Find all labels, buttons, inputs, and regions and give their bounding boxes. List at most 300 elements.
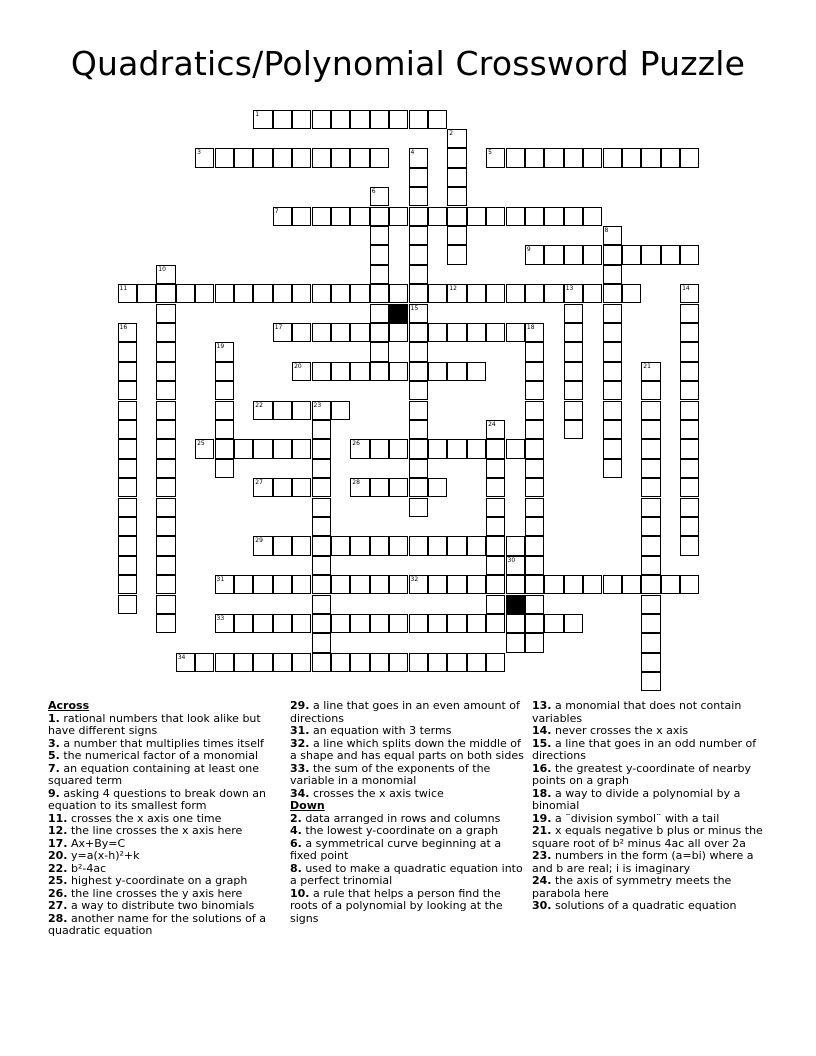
grid-cell[interactable] — [680, 148, 699, 167]
grid-cell[interactable] — [525, 381, 544, 400]
grid-cell[interactable] — [409, 207, 428, 226]
grid-cell[interactable] — [331, 614, 350, 633]
grid-cell[interactable] — [331, 653, 350, 672]
grid-cell[interactable] — [312, 439, 331, 458]
grid-cell[interactable] — [350, 653, 369, 672]
grid-cell[interactable] — [525, 401, 544, 420]
grid-cell[interactable] — [156, 304, 175, 323]
grid-cell[interactable] — [156, 517, 175, 536]
grid-cell[interactable] — [447, 168, 466, 187]
grid-cell[interactable] — [641, 556, 660, 575]
grid-cell[interactable] — [409, 439, 428, 458]
grid-cell[interactable] — [156, 381, 175, 400]
grid-cell[interactable] — [156, 575, 175, 594]
grid-cell[interactable] — [428, 653, 447, 672]
grid-cell[interactable] — [156, 284, 175, 303]
grid-cell[interactable] — [486, 323, 505, 342]
grid-cell[interactable] — [428, 478, 447, 497]
grid-cell[interactable] — [447, 653, 466, 672]
grid-cell[interactable] — [525, 575, 544, 594]
grid-cell[interactable] — [525, 556, 544, 575]
grid-cell[interactable] — [680, 362, 699, 381]
grid-cell[interactable] — [195, 653, 214, 672]
grid-cell[interactable] — [506, 148, 525, 167]
grid-cell[interactable] — [370, 207, 389, 226]
grid-cell[interactable] — [680, 401, 699, 420]
grid-cell[interactable] — [118, 284, 137, 303]
grid-cell[interactable] — [273, 653, 292, 672]
grid-cell[interactable] — [467, 536, 486, 555]
grid-cell[interactable] — [467, 362, 486, 381]
grid-cell[interactable] — [118, 498, 137, 517]
grid-cell[interactable] — [409, 459, 428, 478]
grid-cell[interactable] — [467, 653, 486, 672]
grid-cell[interactable] — [312, 323, 331, 342]
grid-cell[interactable] — [447, 614, 466, 633]
grid-cell[interactable] — [428, 575, 447, 594]
grid-cell[interactable] — [312, 401, 331, 420]
grid-cell[interactable] — [331, 362, 350, 381]
grid-cell[interactable] — [253, 653, 272, 672]
grid-cell[interactable] — [564, 323, 583, 342]
grid-cell[interactable] — [292, 614, 311, 633]
grid-cell[interactable] — [622, 284, 641, 303]
grid-cell[interactable] — [641, 536, 660, 555]
grid-cell[interactable] — [525, 517, 544, 536]
grid-cell[interactable] — [312, 498, 331, 517]
grid-cell[interactable] — [409, 168, 428, 187]
grid-cell[interactable] — [544, 207, 563, 226]
grid-cell[interactable] — [641, 381, 660, 400]
grid-cell[interactable] — [195, 284, 214, 303]
grid-cell[interactable] — [467, 323, 486, 342]
grid-cell[interactable] — [292, 323, 311, 342]
grid-cell[interactable] — [292, 148, 311, 167]
grid-cell[interactable] — [331, 148, 350, 167]
grid-cell[interactable] — [350, 110, 369, 129]
grid-cell[interactable] — [641, 672, 660, 691]
grid-cell[interactable] — [273, 439, 292, 458]
grid-cell[interactable] — [156, 265, 175, 284]
grid-cell[interactable] — [564, 614, 583, 633]
grid-cell[interactable] — [409, 323, 428, 342]
grid-cell[interactable] — [525, 439, 544, 458]
grid-cell[interactable] — [389, 110, 408, 129]
grid-cell[interactable] — [603, 323, 622, 342]
grid-cell[interactable] — [428, 323, 447, 342]
grid-cell[interactable] — [292, 362, 311, 381]
grid-cell[interactable] — [312, 575, 331, 594]
grid-cell[interactable] — [312, 556, 331, 575]
grid-cell[interactable] — [215, 342, 234, 361]
grid-cell[interactable] — [273, 536, 292, 555]
grid-cell[interactable] — [215, 439, 234, 458]
grid-cell[interactable] — [680, 245, 699, 264]
grid-cell[interactable] — [234, 284, 253, 303]
grid-cell[interactable] — [409, 284, 428, 303]
grid-cell[interactable] — [467, 614, 486, 633]
grid-cell[interactable] — [312, 284, 331, 303]
grid-cell[interactable] — [156, 342, 175, 361]
grid-cell[interactable] — [544, 614, 563, 633]
grid-cell[interactable] — [331, 536, 350, 555]
grid-cell[interactable] — [118, 420, 137, 439]
grid-cell[interactable] — [603, 245, 622, 264]
grid-cell[interactable] — [544, 148, 563, 167]
grid-cell[interactable] — [680, 304, 699, 323]
grid-cell[interactable] — [215, 575, 234, 594]
grid-cell[interactable] — [680, 498, 699, 517]
grid-cell[interactable] — [447, 362, 466, 381]
grid-cell[interactable] — [331, 323, 350, 342]
grid-cell[interactable] — [641, 148, 660, 167]
grid-cell[interactable] — [118, 401, 137, 420]
grid-cell[interactable] — [292, 575, 311, 594]
grid-cell[interactable] — [312, 517, 331, 536]
grid-cell[interactable] — [156, 498, 175, 517]
grid-cell[interactable] — [428, 536, 447, 555]
grid-cell[interactable] — [603, 381, 622, 400]
grid-cell[interactable] — [409, 478, 428, 497]
grid-cell[interactable] — [312, 148, 331, 167]
grid-cell[interactable] — [253, 575, 272, 594]
grid-cell[interactable] — [409, 265, 428, 284]
grid-cell[interactable] — [389, 653, 408, 672]
grid-cell[interactable] — [680, 536, 699, 555]
grid-cell[interactable] — [195, 148, 214, 167]
grid-cell[interactable] — [118, 575, 137, 594]
grid-cell[interactable] — [641, 478, 660, 497]
grid-cell[interactable] — [680, 342, 699, 361]
grid-cell[interactable] — [215, 362, 234, 381]
grid-cell[interactable] — [506, 614, 525, 633]
grid-cell[interactable] — [486, 536, 505, 555]
grid-cell[interactable] — [253, 614, 272, 633]
grid-cell[interactable] — [370, 439, 389, 458]
grid-cell[interactable] — [506, 556, 525, 575]
grid-cell[interactable] — [603, 362, 622, 381]
grid-cell[interactable] — [680, 381, 699, 400]
grid-cell[interactable] — [370, 226, 389, 245]
grid-cell[interactable] — [370, 614, 389, 633]
grid-cell[interactable] — [273, 110, 292, 129]
grid-cell[interactable] — [447, 148, 466, 167]
grid-cell[interactable] — [409, 498, 428, 517]
grid-cell[interactable] — [312, 110, 331, 129]
grid-cell[interactable] — [370, 265, 389, 284]
grid-cell[interactable] — [486, 148, 505, 167]
grid-cell[interactable] — [641, 575, 660, 594]
grid-cell[interactable] — [234, 575, 253, 594]
grid-cell[interactable] — [680, 420, 699, 439]
grid-cell[interactable] — [312, 459, 331, 478]
grid-cell[interactable] — [137, 284, 156, 303]
grid-cell[interactable] — [641, 439, 660, 458]
grid-cell[interactable] — [486, 575, 505, 594]
grid-cell[interactable] — [525, 478, 544, 497]
grid-cell[interactable] — [409, 148, 428, 167]
grid-cell[interactable] — [195, 439, 214, 458]
grid-cell[interactable] — [312, 595, 331, 614]
grid-cell[interactable] — [486, 459, 505, 478]
grid-cell[interactable] — [564, 245, 583, 264]
grid-cell[interactable] — [156, 323, 175, 342]
grid-cell[interactable] — [486, 207, 505, 226]
grid-cell[interactable] — [234, 653, 253, 672]
grid-cell[interactable] — [156, 420, 175, 439]
grid-cell[interactable] — [622, 148, 641, 167]
grid-cell[interactable] — [506, 575, 525, 594]
grid-cell[interactable] — [273, 614, 292, 633]
grid-cell[interactable] — [525, 536, 544, 555]
grid-cell[interactable] — [331, 110, 350, 129]
grid-cell[interactable] — [215, 653, 234, 672]
grid-cell[interactable] — [389, 614, 408, 633]
grid-cell[interactable] — [564, 575, 583, 594]
grid-cell[interactable] — [428, 110, 447, 129]
grid-cell[interactable] — [118, 517, 137, 536]
grid-cell[interactable] — [447, 536, 466, 555]
grid-cell[interactable] — [273, 207, 292, 226]
grid-cell[interactable] — [118, 362, 137, 381]
grid-cell[interactable] — [350, 478, 369, 497]
grid-cell[interactable] — [680, 575, 699, 594]
grid-cell[interactable] — [370, 653, 389, 672]
grid-cell[interactable] — [389, 284, 408, 303]
grid-cell[interactable] — [467, 207, 486, 226]
grid-cell[interactable] — [409, 110, 428, 129]
grid-cell[interactable] — [370, 323, 389, 342]
grid-cell[interactable] — [603, 420, 622, 439]
grid-cell[interactable] — [370, 536, 389, 555]
grid-cell[interactable] — [447, 207, 466, 226]
grid-cell[interactable] — [661, 148, 680, 167]
grid-cell[interactable] — [583, 284, 602, 303]
grid-cell[interactable] — [661, 575, 680, 594]
grid-cell[interactable] — [156, 401, 175, 420]
grid-cell[interactable] — [447, 575, 466, 594]
grid-cell[interactable] — [312, 614, 331, 633]
grid-cell[interactable] — [409, 575, 428, 594]
grid-cell[interactable] — [176, 284, 195, 303]
grid-cell[interactable] — [273, 148, 292, 167]
grid-cell[interactable] — [292, 478, 311, 497]
grid-cell[interactable] — [118, 556, 137, 575]
grid-cell[interactable] — [467, 575, 486, 594]
grid-cell[interactable] — [409, 381, 428, 400]
grid-cell[interactable] — [409, 653, 428, 672]
grid-cell[interactable] — [215, 148, 234, 167]
grid-cell[interactable] — [312, 536, 331, 555]
grid-cell[interactable] — [273, 323, 292, 342]
grid-cell[interactable] — [486, 420, 505, 439]
grid-cell[interactable] — [370, 575, 389, 594]
grid-cell[interactable] — [312, 653, 331, 672]
grid-cell[interactable] — [156, 614, 175, 633]
grid-cell[interactable] — [641, 245, 660, 264]
grid-cell[interactable] — [370, 304, 389, 323]
grid-cell[interactable] — [350, 439, 369, 458]
grid-cell[interactable] — [525, 595, 544, 614]
grid-cell[interactable] — [506, 323, 525, 342]
grid-cell[interactable] — [292, 401, 311, 420]
grid-cell[interactable] — [118, 478, 137, 497]
grid-cell[interactable] — [370, 362, 389, 381]
grid-cell[interactable] — [215, 459, 234, 478]
grid-cell[interactable] — [215, 401, 234, 420]
grid-cell[interactable] — [215, 381, 234, 400]
grid-cell[interactable] — [292, 536, 311, 555]
grid-cell[interactable] — [486, 478, 505, 497]
grid-cell[interactable] — [525, 459, 544, 478]
grid-cell[interactable] — [564, 207, 583, 226]
grid-cell[interactable] — [680, 323, 699, 342]
grid-cell[interactable] — [525, 342, 544, 361]
grid-cell[interactable] — [156, 459, 175, 478]
grid-cell[interactable] — [118, 342, 137, 361]
grid-cell[interactable] — [525, 207, 544, 226]
grid-cell[interactable] — [680, 284, 699, 303]
grid-cell[interactable] — [292, 110, 311, 129]
grid-cell[interactable] — [544, 284, 563, 303]
grid-cell[interactable] — [331, 401, 350, 420]
grid-cell[interactable] — [525, 148, 544, 167]
grid-cell[interactable] — [253, 110, 272, 129]
grid-cell[interactable] — [350, 207, 369, 226]
grid-cell[interactable] — [428, 439, 447, 458]
grid-cell[interactable] — [486, 517, 505, 536]
grid-cell[interactable] — [331, 575, 350, 594]
grid-cell[interactable] — [370, 478, 389, 497]
grid-cell[interactable] — [156, 478, 175, 497]
grid-cell[interactable] — [641, 362, 660, 381]
grid-cell[interactable] — [156, 536, 175, 555]
grid-cell[interactable] — [156, 595, 175, 614]
grid-cell[interactable] — [641, 517, 660, 536]
grid-cell[interactable] — [564, 304, 583, 323]
grid-cell[interactable] — [234, 439, 253, 458]
grid-cell[interactable] — [486, 595, 505, 614]
grid-cell[interactable] — [680, 439, 699, 458]
grid-cell[interactable] — [409, 304, 428, 323]
grid-cell[interactable] — [486, 284, 505, 303]
grid-cell[interactable] — [467, 439, 486, 458]
grid-cell[interactable] — [544, 575, 563, 594]
grid-cell[interactable] — [564, 401, 583, 420]
grid-cell[interactable] — [603, 439, 622, 458]
grid-cell[interactable] — [389, 478, 408, 497]
grid-cell[interactable] — [641, 633, 660, 652]
grid-cell[interactable] — [447, 284, 466, 303]
grid-cell[interactable] — [156, 362, 175, 381]
grid-cell[interactable] — [370, 187, 389, 206]
grid-cell[interactable] — [409, 342, 428, 361]
grid-cell[interactable] — [641, 653, 660, 672]
grid-cell[interactable] — [118, 439, 137, 458]
grid-cell[interactable] — [525, 633, 544, 652]
grid-cell[interactable] — [273, 401, 292, 420]
grid-cell[interactable] — [350, 148, 369, 167]
grid-cell[interactable] — [253, 284, 272, 303]
grid-cell[interactable] — [603, 459, 622, 478]
grid-cell[interactable] — [603, 401, 622, 420]
grid-cell[interactable] — [118, 536, 137, 555]
grid-cell[interactable] — [215, 420, 234, 439]
grid-cell[interactable] — [234, 148, 253, 167]
grid-cell[interactable] — [583, 148, 602, 167]
grid-cell[interactable] — [603, 265, 622, 284]
grid-cell[interactable] — [447, 226, 466, 245]
grid-cell[interactable] — [370, 245, 389, 264]
grid-cell[interactable] — [215, 284, 234, 303]
grid-cell[interactable] — [622, 245, 641, 264]
grid-cell[interactable] — [273, 575, 292, 594]
grid-cell[interactable] — [312, 362, 331, 381]
grid-cell[interactable] — [486, 439, 505, 458]
grid-cell[interactable] — [641, 420, 660, 439]
grid-cell[interactable] — [447, 323, 466, 342]
grid-cell[interactable] — [525, 614, 544, 633]
grid-cell[interactable] — [389, 207, 408, 226]
grid-cell[interactable] — [273, 284, 292, 303]
grid-cell[interactable] — [544, 245, 563, 264]
grid-cell[interactable] — [525, 420, 544, 439]
grid-cell[interactable] — [312, 633, 331, 652]
grid-cell[interactable] — [253, 478, 272, 497]
grid-cell[interactable] — [118, 595, 137, 614]
grid-cell[interactable] — [350, 575, 369, 594]
grid-cell[interactable] — [506, 284, 525, 303]
grid-cell[interactable] — [486, 614, 505, 633]
grid-cell[interactable] — [564, 381, 583, 400]
grid-cell[interactable] — [428, 207, 447, 226]
grid-cell[interactable] — [486, 498, 505, 517]
grid-cell[interactable] — [350, 536, 369, 555]
grid-cell[interactable] — [409, 401, 428, 420]
grid-cell[interactable] — [409, 614, 428, 633]
grid-cell[interactable] — [564, 362, 583, 381]
grid-cell[interactable] — [215, 614, 234, 633]
grid-cell[interactable] — [389, 323, 408, 342]
grid-cell[interactable] — [273, 478, 292, 497]
grid-cell[interactable] — [525, 362, 544, 381]
grid-cell[interactable] — [641, 595, 660, 614]
grid-cell[interactable] — [156, 439, 175, 458]
grid-cell[interactable] — [118, 323, 137, 342]
grid-cell[interactable] — [603, 342, 622, 361]
grid-cell[interactable] — [641, 498, 660, 517]
grid-cell[interactable] — [486, 556, 505, 575]
grid-cell[interactable] — [409, 536, 428, 555]
grid-cell[interactable] — [525, 245, 544, 264]
grid-cell[interactable] — [331, 284, 350, 303]
grid-cell[interactable] — [506, 536, 525, 555]
grid-cell[interactable] — [603, 226, 622, 245]
grid-cell[interactable] — [564, 420, 583, 439]
grid-cell[interactable] — [118, 459, 137, 478]
grid-cell[interactable] — [409, 226, 428, 245]
grid-cell[interactable] — [506, 207, 525, 226]
grid-cell[interactable] — [312, 420, 331, 439]
grid-cell[interactable] — [292, 207, 311, 226]
grid-cell[interactable] — [350, 362, 369, 381]
grid-cell[interactable] — [331, 207, 350, 226]
grid-cell[interactable] — [641, 459, 660, 478]
grid-cell[interactable] — [564, 342, 583, 361]
grid-cell[interactable] — [603, 148, 622, 167]
grid-cell[interactable] — [370, 342, 389, 361]
grid-cell[interactable] — [467, 284, 486, 303]
